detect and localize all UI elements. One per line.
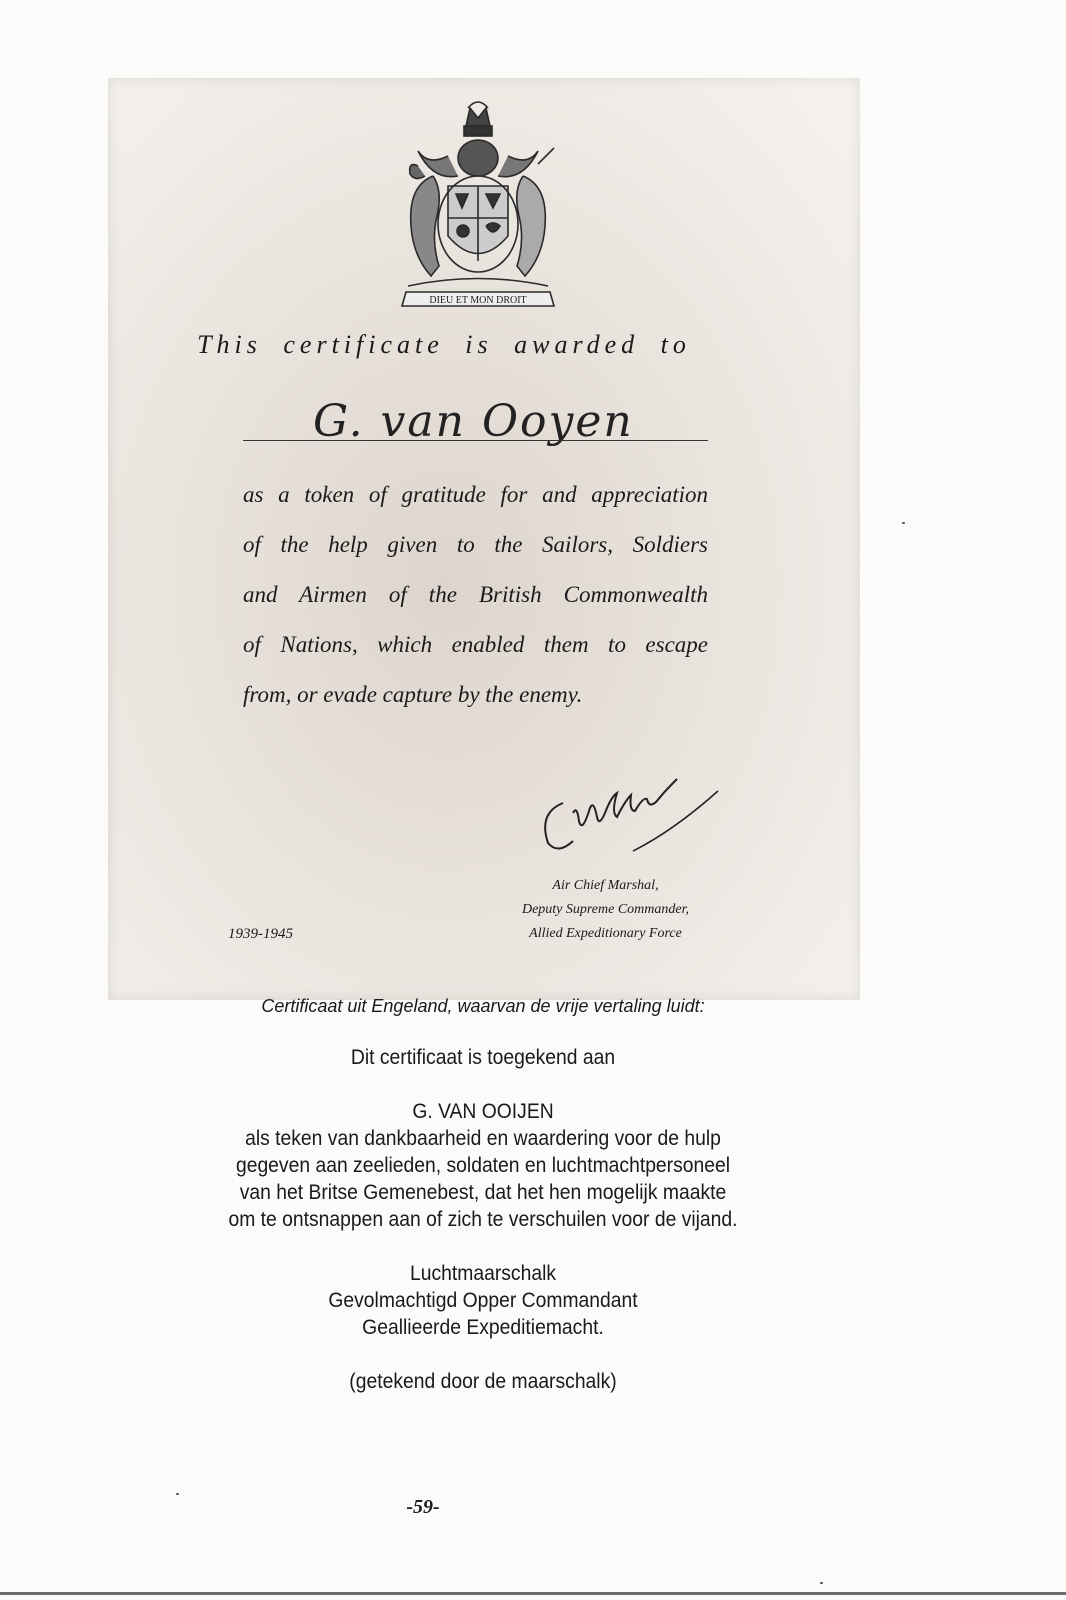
spacer [0,1341,973,1368]
handwritten-signature [533,773,723,863]
certificate-body-line: as a token of gratitude for and appreciation [243,482,708,507]
recipient-underline [243,440,708,441]
translation-signer-line: Geallieerde Expeditiemacht. [362,1316,604,1339]
crest-motto: DIEU ET MON DROIT [429,295,527,306]
royal-coat-of-arms-icon [378,96,578,316]
translation-body-line: gegeven aan zeelieden, soldaten en luchtmachtpersoneel [235,1154,731,1177]
certificate-scan [108,78,860,1000]
translation-signer-line: Gevolmachtigd Opper Commandant [328,1289,638,1312]
certificate-body-line: and Airmen of the British Commonwealth [243,582,708,607]
translation-name: G. VAN OOIJEN [412,1100,554,1123]
signer-title-line: Allied Expeditionary Force [529,926,682,941]
translation-body-line: als teken van dankbaarheid en waardering voor de hulp [245,1127,721,1150]
dutch-translation [0,1044,973,1395]
translation-body-line: van het Britse Gemenebest, dat het hen mogelijk maakte [239,1181,727,1204]
signer-title-line: Air Chief Marshal, [552,878,659,893]
page-bottom-edge [0,1592,1066,1595]
translation-body-line: om te ontsnappen aan of zich te verschuilen voor de vijand. [228,1208,738,1231]
signer-title-line: Deputy Supreme Commander, [521,902,690,917]
certificate-body [243,470,708,720]
caption: Certificaat uit Engeland, waarvan de vrije vertaling luidt: [261,996,705,1016]
scan-speck [176,1493,179,1495]
certificate-body-line: from, or evade capture by the enemy. [243,682,583,707]
certificate-years: 1939-1945 [228,926,293,942]
translation-note: (getekend door de maarschalk) [349,1370,617,1393]
certificate-body-line: of the help given to the Sailors, Soldiers [243,532,708,557]
spacer [0,1071,973,1098]
certificate-body-line: of Nations, which enabled them to escape [243,632,708,657]
scan-speck [902,522,905,524]
translation-intro: Dit certificaat is toegekend aan [350,1046,616,1069]
signer-title [503,874,708,946]
certificate-heading: This certificate is awarded to [197,330,691,359]
recipient-name: G. van Ooyen [313,396,634,447]
spacer [0,1233,973,1260]
scan-speck [820,1582,823,1584]
page-number: -59- [406,1496,440,1518]
translation-signer-line: Luchtmaarschalk [409,1262,557,1285]
